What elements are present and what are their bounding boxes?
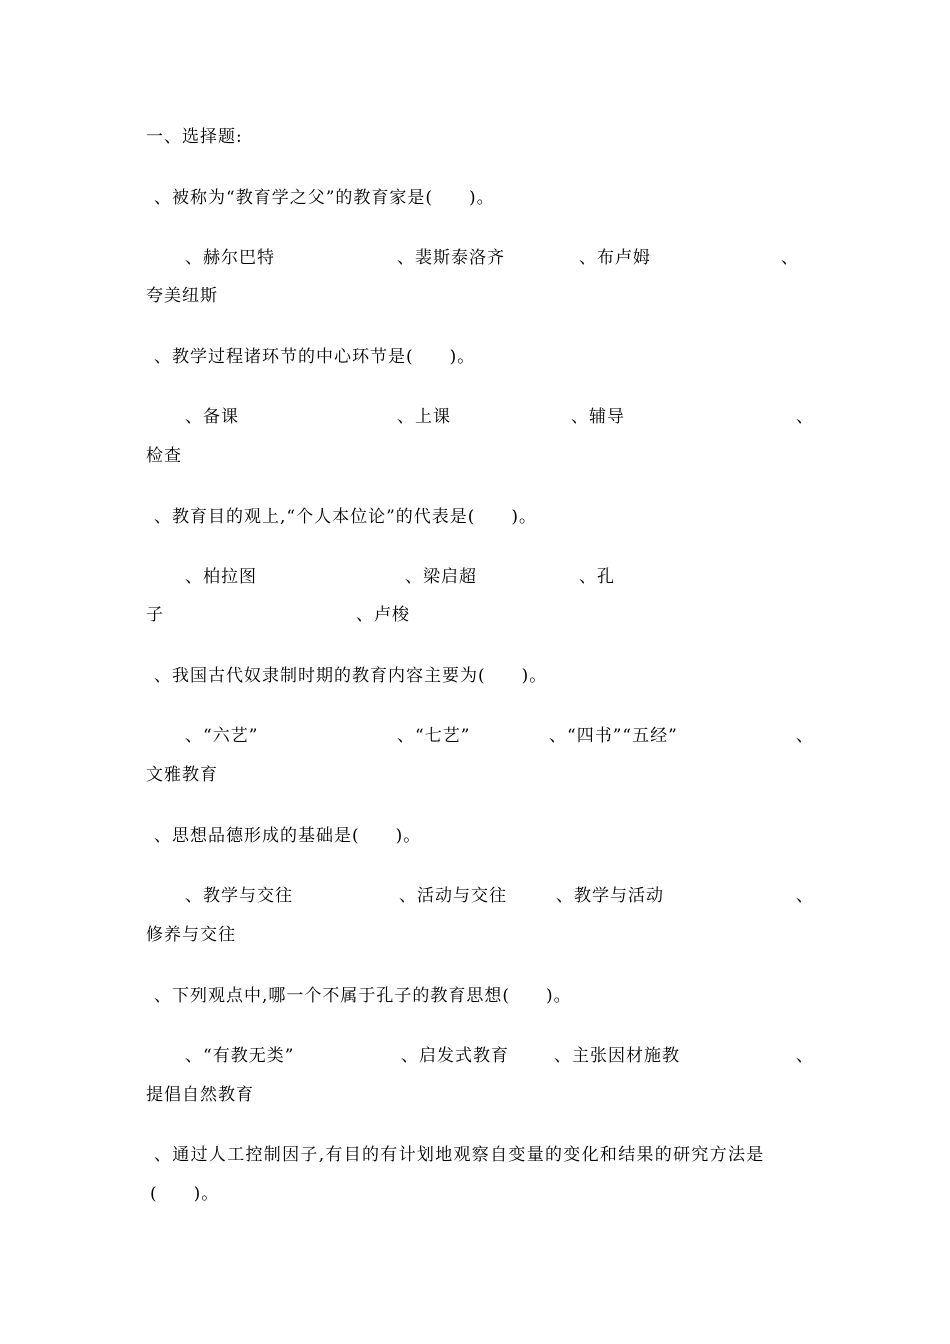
question-5-stem: 、思想品德形成的基础是( )。 [154,826,422,846]
question-3-option-c-cont: 子 [146,605,164,625]
question-2-option-d: 检查 [146,446,182,466]
question-1-option-b: 、裴斯泰洛齐 [397,248,505,268]
question-4-option-d-marker: 、 [796,726,814,746]
question-4-option-a: 、“六艺” [185,726,259,746]
section-title: 一、选择题: [146,127,243,147]
question-3-option-d: 、卢梭 [356,605,410,625]
question-7-stem: 、通过人工控制因子,有目的有计划地观察自变量的变化和结果的研究方法是 [154,1145,765,1165]
question-3-stem: 、教育目的观上,“个人本位论”的代表是( )。 [154,507,538,527]
question-1-option-c: 、布卢姆 [579,248,651,268]
question-1-stem: 、被称为“教育学之父”的教育家是( )。 [154,188,495,208]
question-5-option-d: 修养与交往 [146,925,236,945]
question-2-option-d-marker: 、 [796,407,814,427]
question-1-option-d: 夸美纽斯 [146,286,218,306]
question-6-option-a: 、“有教无类” [185,1046,295,1066]
question-7-stem-cont: ( )。 [150,1184,220,1204]
question-3-option-b: 、梁启超 [405,567,477,587]
question-2-stem: 、教学过程诸环节的中心环节是( )。 [154,347,476,367]
question-5-option-a: 、教学与交往 [185,886,293,906]
question-4-stem: 、我国古代奴隶制时期的教育内容主要为( )。 [154,666,548,686]
question-2-option-a: 、备课 [185,407,239,427]
question-3-option-a: 、柏拉图 [185,567,257,587]
question-5-option-b: 、活动与交往 [399,886,507,906]
question-6-option-d-marker: 、 [796,1046,814,1066]
question-6-option-c: 、主张因材施教 [554,1046,680,1066]
question-5-option-c: 、教学与活动 [556,886,664,906]
question-2-option-c: 、辅导 [571,407,625,427]
question-6-option-b: 、启发式教育 [401,1046,509,1066]
question-4-option-c: 、“四书”“五经” [549,726,678,746]
question-4-option-b: 、“七艺” [397,726,471,746]
question-5-option-d-marker: 、 [796,886,814,906]
question-6-option-d: 提倡自然教育 [146,1085,254,1105]
question-1-option-d-marker: 、 [781,248,799,268]
question-6-stem: 、下列观点中,哪一个不属于孔子的教育思想( )。 [154,986,572,1006]
question-4-option-d: 文雅教育 [146,765,218,785]
question-3-option-c: 、孔 [579,567,615,587]
question-2-option-b: 、上课 [397,407,451,427]
question-1-option-a: 、赫尔巴特 [185,248,275,268]
